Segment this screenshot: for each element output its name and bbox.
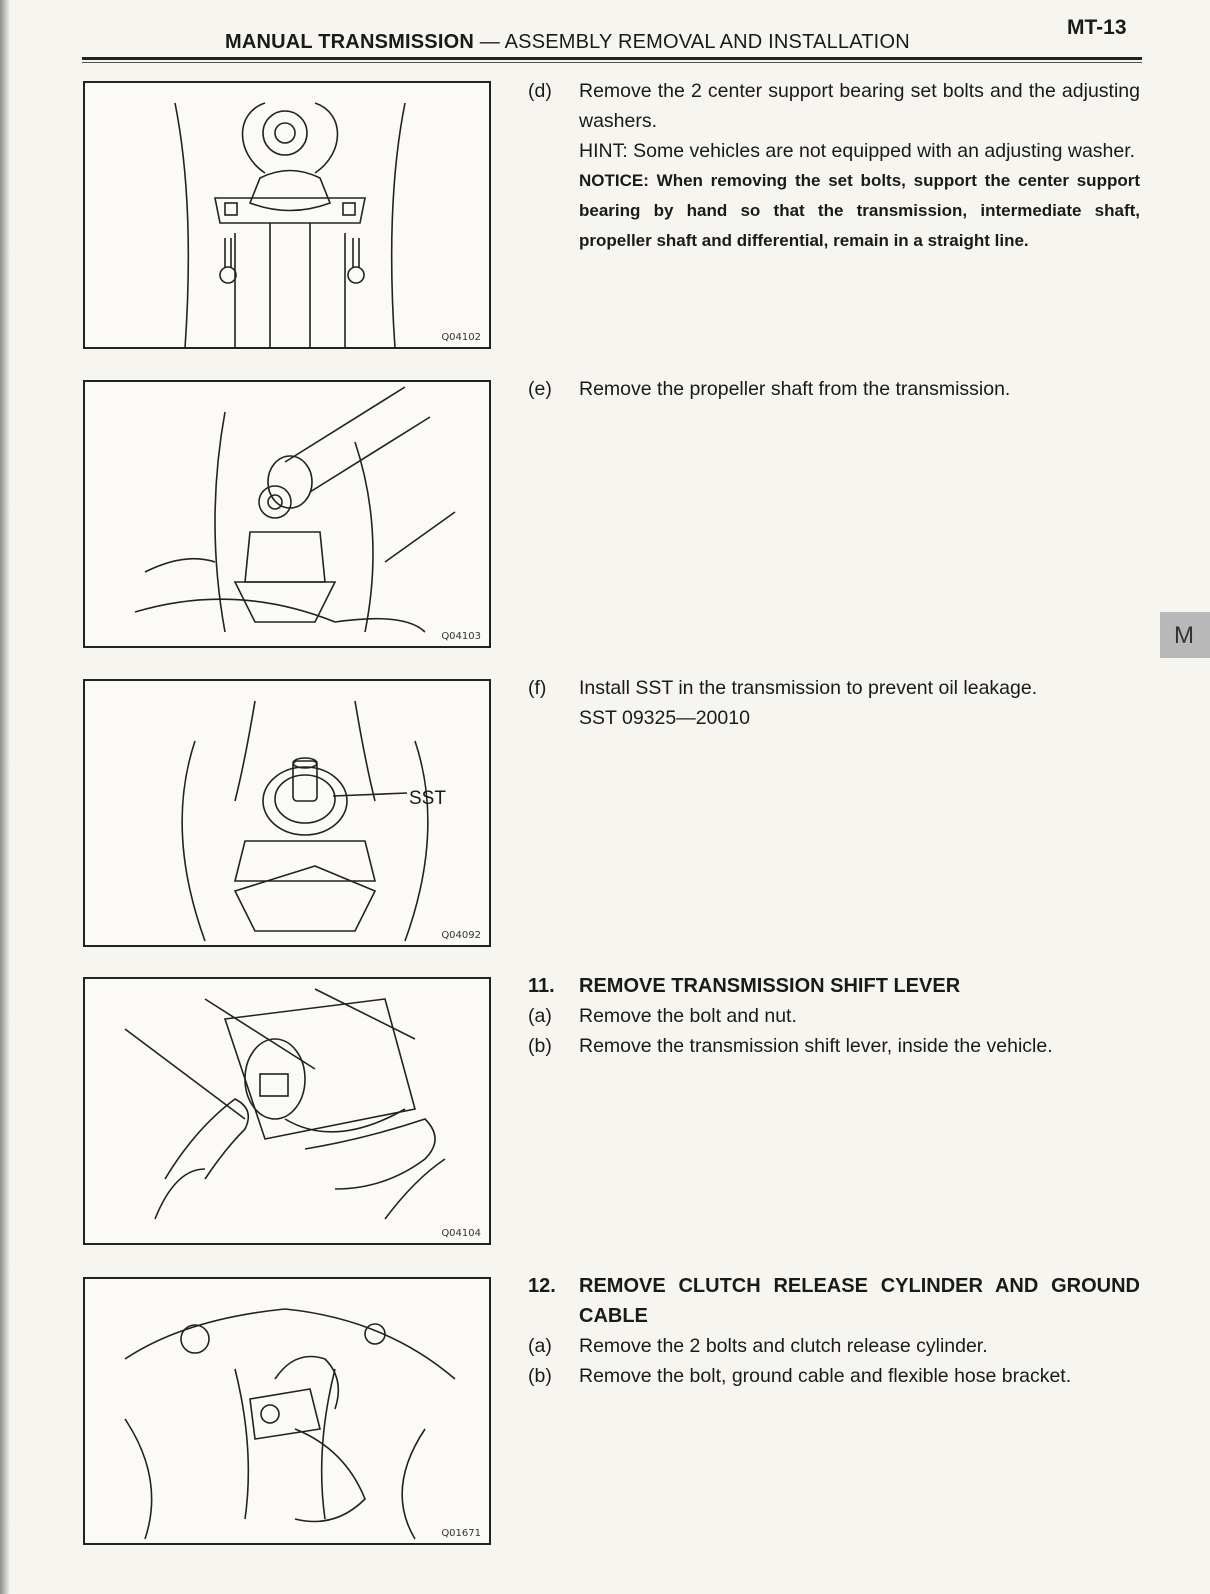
- clutch-release-cylinder-illustration: [85, 1279, 491, 1545]
- step-f: [528, 673, 1140, 733]
- sst-number: SST 09325—20010: [579, 707, 750, 729]
- section-heading: REMOVE CLUTCH RELEASE CYLINDER AND GROUND CABLE: [579, 1275, 1140, 1327]
- step-text: Remove the propeller shaft from the transmission.: [579, 378, 1011, 400]
- step-text: Remove the 2 center support bearing set bolts and the adjusting washers.: [579, 80, 1140, 132]
- figure-clutch-release-cylinder: [83, 1277, 491, 1545]
- section-number: 12.: [528, 1275, 556, 1297]
- figure-code: Q04104: [441, 1228, 481, 1239]
- figure-shift-lever: [83, 977, 491, 1245]
- step-marker: (d): [528, 80, 552, 102]
- section-heading: REMOVE TRANSMISSION SHIFT LEVER: [579, 975, 961, 997]
- figure-propeller-shaft: [83, 380, 491, 648]
- figure-center-support-bearing: [83, 81, 491, 349]
- figure-sst-install: [83, 679, 491, 947]
- section-number: 11.: [528, 975, 555, 997]
- section-title: MANUAL TRANSMISSION: [225, 31, 474, 53]
- item-marker: (a): [528, 1005, 552, 1027]
- page-number: MT-13: [1067, 16, 1127, 39]
- step-d: [528, 76, 1140, 256]
- item-text: Remove the bolt and nut.: [579, 1005, 797, 1027]
- step-marker: (f): [528, 677, 547, 699]
- sst-install-illustration: [85, 681, 491, 947]
- page-header: [0, 0, 1210, 70]
- section-thumb-tab: [1160, 612, 1210, 658]
- notice-text: NOTICE: When removing the set bolts, support the center support bearing by hand so that the transmission, intermediate shaft, propeller shaft and differential, remain in a straight line.: [579, 171, 1140, 250]
- item-marker: (b): [528, 1365, 552, 1387]
- figure-code: Q04103: [441, 631, 481, 642]
- section-tab-letter: M: [1174, 622, 1194, 649]
- shift-lever-illustration: [85, 979, 491, 1245]
- item-marker: (a): [528, 1335, 552, 1357]
- step-text: Install SST in the transmission to prevent oil leakage.: [579, 677, 1038, 699]
- step-e: [528, 374, 1140, 404]
- figure-code: Q01671: [441, 1528, 481, 1539]
- item-text: Remove the bolt, ground cable and flexible hose bracket.: [579, 1365, 1072, 1387]
- item-marker: (b): [528, 1035, 552, 1057]
- sst-callout-label: SST: [409, 788, 446, 809]
- item-text: Remove the 2 bolts and clutch release cylinder.: [579, 1335, 988, 1357]
- header-rule: [82, 57, 1142, 60]
- propeller-shaft-illustration: [85, 382, 491, 648]
- hint-text: HINT: Some vehicles are not equipped with an adjusting washer.: [579, 140, 1136, 162]
- figure-code: Q04092: [441, 930, 481, 941]
- section-subtitle: — ASSEMBLY REMOVAL AND INSTALLATION: [474, 31, 910, 53]
- section-11: [528, 971, 1140, 1061]
- page-title: [225, 31, 910, 54]
- section-12: [528, 1271, 1140, 1391]
- header-rule-thin: [82, 62, 1142, 63]
- center-support-bearing-illustration: [85, 83, 491, 349]
- step-marker: (e): [528, 378, 552, 400]
- binding-shadow: [0, 0, 10, 1594]
- figure-code: Q04102: [441, 332, 481, 343]
- item-text: Remove the transmission shift lever, inside the vehicle.: [579, 1035, 1053, 1057]
